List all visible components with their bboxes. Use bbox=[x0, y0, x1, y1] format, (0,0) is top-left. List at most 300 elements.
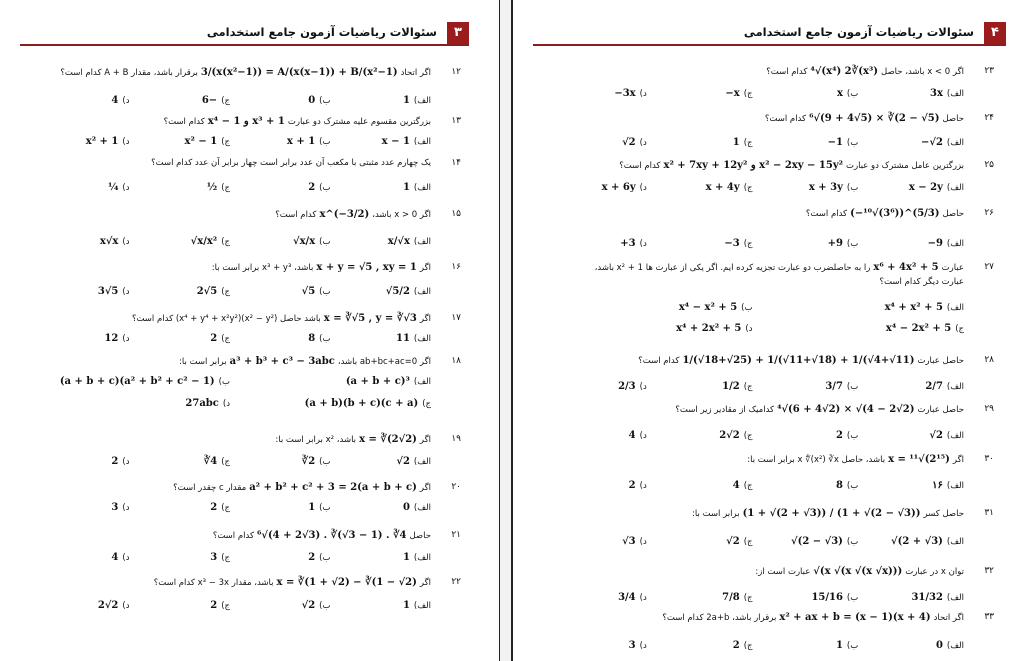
stem-text: اگر 0 > x باشد، حاصل bbox=[881, 67, 964, 77]
answer-option[interactable] bbox=[111, 552, 129, 563]
page-number-badge: ۳ bbox=[447, 22, 469, 44]
answer-option[interactable] bbox=[100, 236, 130, 247]
option-value: √2 bbox=[622, 137, 636, 148]
answer-option[interactable] bbox=[909, 182, 964, 193]
math-expression: 1/(√18+√25) + 1/(√11+√18) + 1/(√4+√11) bbox=[682, 355, 915, 366]
option-value: x√x bbox=[99, 236, 119, 247]
answer-option[interactable] bbox=[618, 381, 647, 392]
option-label: ج) bbox=[743, 481, 753, 491]
answer-option[interactable] bbox=[602, 182, 647, 193]
option-value: 2 bbox=[308, 552, 316, 563]
option-label: ب) bbox=[846, 239, 859, 249]
option-value: x⁴ − 2x² + 5 bbox=[885, 323, 952, 334]
option-label: ج) bbox=[743, 239, 753, 249]
question-number: ۲۲ bbox=[451, 577, 461, 587]
option-value: 2 bbox=[628, 480, 636, 491]
page-header bbox=[533, 22, 1006, 46]
option-value: √3 bbox=[622, 536, 636, 547]
stem-text: اگر ab+bc+ac=0 باشد، bbox=[337, 357, 431, 367]
option-label: د) bbox=[639, 138, 647, 148]
answer-option[interactable] bbox=[293, 236, 330, 247]
option-label: الف) bbox=[413, 553, 431, 563]
answer-option[interactable] bbox=[679, 302, 753, 313]
page-number-badge: ۴ bbox=[984, 22, 1006, 44]
option-label: د) bbox=[639, 89, 647, 99]
answer-option[interactable] bbox=[382, 136, 431, 147]
option-label: الف) bbox=[413, 601, 431, 611]
option-label: د) bbox=[122, 137, 130, 147]
option-label: د) bbox=[639, 183, 647, 193]
option-value: x² + 1 bbox=[85, 136, 119, 147]
question-number: ۱۳ bbox=[451, 116, 461, 126]
option-label: ب) bbox=[319, 183, 331, 193]
option-value: 3x bbox=[930, 88, 943, 99]
option-value: −√2 bbox=[921, 137, 943, 148]
math-expression: ⁶√(4 + 2√3) . ∛(√3 − 1) . ∛4 bbox=[257, 530, 407, 541]
answer-option[interactable] bbox=[204, 456, 230, 467]
math-expression: a³ + b³ + c³ − 3abc bbox=[229, 356, 335, 367]
stem-text: حاصل bbox=[409, 531, 431, 541]
math-expression: x⁴ − 1 و x³ + 1 bbox=[207, 116, 285, 127]
option-value: 0 bbox=[402, 502, 410, 513]
answer-option[interactable] bbox=[911, 592, 964, 603]
answer-option[interactable] bbox=[836, 430, 858, 441]
option-label: د) bbox=[122, 334, 130, 344]
option-value: (a + b + c)(a² + b² + c² − 1) bbox=[59, 376, 215, 387]
option-label: الف) bbox=[413, 377, 431, 387]
option-label: الف) bbox=[413, 334, 431, 344]
math-expression: x = ∛(1 + √2) − ∛(1 − √2) bbox=[276, 577, 417, 588]
answer-option[interactable] bbox=[622, 137, 647, 148]
option-value: 2 bbox=[835, 430, 843, 441]
option-label: الف) bbox=[946, 183, 964, 193]
option-value: +3 bbox=[620, 238, 636, 249]
option-value: ∛4 bbox=[203, 456, 218, 467]
option-label: ج) bbox=[221, 457, 230, 467]
stem-text: کدام است؟ bbox=[275, 210, 317, 220]
stem-text: را به حاصلضرب دو عبارت تجزیه کرده ایم. اگر یکی از عبارت ها x² + 1 باشد، bbox=[594, 263, 871, 273]
option-value: 27abc bbox=[185, 398, 219, 409]
option-value: 4 bbox=[111, 552, 119, 563]
answer-option[interactable] bbox=[629, 430, 647, 441]
option-value: 2 bbox=[210, 502, 218, 513]
question-stem bbox=[179, 356, 431, 367]
stem-text: یک چهارم عدد مثبتی با مکعب آن عدد برابر است چهار برابر آن عدد کدام است؟ bbox=[151, 158, 431, 168]
answer-option[interactable] bbox=[210, 552, 230, 563]
option-value: √5/2 bbox=[385, 286, 410, 297]
option-label: ب) bbox=[846, 89, 859, 99]
option-label: ب) bbox=[319, 96, 331, 106]
option-label: الف) bbox=[413, 237, 431, 247]
option-value: ½ bbox=[206, 182, 218, 193]
answer-option[interactable] bbox=[210, 333, 230, 344]
answer-option[interactable] bbox=[725, 88, 752, 99]
option-value: 1 bbox=[308, 502, 316, 513]
answer-option[interactable] bbox=[629, 640, 647, 651]
answer-option[interactable] bbox=[403, 502, 431, 513]
stem-text: بزرگترین مقسوم علیه مشترک دو عبارت bbox=[287, 117, 431, 127]
math-expression: x = ∛(2√2) bbox=[359, 434, 417, 445]
option-label: ج) bbox=[221, 503, 230, 513]
stem-text: حاصل bbox=[942, 114, 964, 124]
math-expression: ⁴√(x⁴) 2∛(x³) bbox=[810, 66, 879, 77]
option-label: الف) bbox=[413, 287, 431, 297]
math-expression: x⁶ + 4x² + 5 bbox=[873, 262, 939, 273]
answer-option[interactable] bbox=[724, 238, 752, 249]
answer-option[interactable] bbox=[929, 430, 964, 441]
option-label: الف) bbox=[946, 138, 964, 148]
stem-text: بزرگترین عامل مشترک دو عبارت bbox=[846, 161, 964, 171]
stem-text: برابر است با: bbox=[692, 509, 740, 519]
option-value: √(2 − √3) bbox=[791, 536, 843, 547]
option-label: ج) bbox=[221, 334, 230, 344]
option-value: x + 1 bbox=[286, 136, 316, 147]
option-value: 3/7 bbox=[825, 381, 843, 392]
option-value: 8 bbox=[308, 333, 316, 344]
answer-option[interactable] bbox=[302, 286, 331, 297]
answer-option[interactable] bbox=[388, 236, 431, 247]
option-label: الف) bbox=[413, 183, 431, 193]
question-stem bbox=[675, 404, 964, 415]
answer-option[interactable] bbox=[921, 137, 964, 148]
page-gutter bbox=[500, 0, 511, 661]
option-label: ج) bbox=[743, 641, 753, 651]
question-stem bbox=[275, 434, 431, 445]
option-value: −x bbox=[725, 88, 740, 99]
option-value: x + 6y bbox=[601, 182, 636, 193]
answer-option[interactable] bbox=[706, 182, 753, 193]
option-value: √2 bbox=[396, 456, 410, 467]
stem-text: کدام است؟ bbox=[163, 117, 205, 127]
option-label: ج) bbox=[221, 601, 230, 611]
answer-option[interactable] bbox=[287, 136, 331, 147]
math-expression: x = ∛√5 , y = ∛√3 bbox=[323, 313, 417, 324]
answer-option[interactable] bbox=[726, 536, 752, 547]
option-value: 1 bbox=[835, 640, 843, 651]
math-expression: x = ¹¹√(2¹⁵) bbox=[888, 454, 950, 465]
option-label: الف) bbox=[413, 457, 431, 467]
answer-option[interactable] bbox=[185, 136, 230, 147]
option-label: د) bbox=[122, 457, 130, 467]
option-label: ب) bbox=[846, 382, 859, 392]
option-label: ج) bbox=[743, 431, 753, 441]
answer-option[interactable] bbox=[886, 323, 964, 334]
question-stem bbox=[154, 577, 431, 588]
option-value: √5 bbox=[301, 286, 316, 297]
option-label: ب) bbox=[319, 457, 331, 467]
stem-text: عبارت دیگر کدام است؟ bbox=[879, 277, 964, 287]
option-value: 0 bbox=[935, 640, 943, 651]
question-number: ۳۰ bbox=[984, 454, 994, 464]
answer-option[interactable] bbox=[308, 333, 330, 344]
option-label: ج) bbox=[221, 287, 230, 297]
option-label: ب) bbox=[319, 137, 331, 147]
stem-text: باشد، x³ + y³ برابر است با: bbox=[211, 263, 314, 273]
question-number: ۳۳ bbox=[984, 612, 994, 622]
option-label: د) bbox=[122, 183, 130, 193]
option-label: ج) bbox=[221, 137, 230, 147]
option-value: 1 bbox=[402, 95, 410, 106]
option-value: 2 bbox=[732, 640, 740, 651]
option-value: 0 bbox=[308, 95, 316, 106]
option-label: د) bbox=[122, 553, 130, 563]
question-stem bbox=[164, 116, 431, 127]
question-stem bbox=[173, 482, 431, 493]
math-expression: ⁶√(9 + 4√5) × ∛(2 − √5) bbox=[809, 113, 940, 124]
option-value: x + 4y bbox=[705, 182, 740, 193]
option-label: الف) bbox=[413, 96, 431, 106]
answer-option[interactable] bbox=[98, 600, 130, 611]
option-label: ب) bbox=[319, 334, 331, 344]
answer-option[interactable] bbox=[891, 536, 964, 547]
answer-option[interactable] bbox=[676, 323, 752, 334]
answer-option[interactable] bbox=[346, 376, 431, 387]
option-value: 1 bbox=[402, 182, 410, 193]
question-number: ۲۱ bbox=[451, 530, 461, 540]
stem-text: حاصل عبارت bbox=[917, 356, 964, 366]
answer-option[interactable] bbox=[825, 381, 858, 392]
answer-option[interactable] bbox=[403, 600, 431, 611]
option-value: (a + b + c)³ bbox=[345, 376, 410, 387]
question-stem bbox=[619, 160, 964, 171]
stem-text: باشد، مقدار x³ − 3x کدام است؟ bbox=[153, 578, 274, 588]
question-number: ۱۷ bbox=[451, 313, 461, 323]
answer-option[interactable] bbox=[308, 502, 330, 513]
math-expression: a² + b² + c² + 3 = 2(a + b + c) bbox=[249, 482, 417, 493]
option-value: 1/2 bbox=[722, 381, 740, 392]
option-label: الف) bbox=[946, 537, 964, 547]
answer-option[interactable] bbox=[629, 480, 647, 491]
answer-option[interactable] bbox=[618, 592, 647, 603]
page-title: سئوالات ریاضیات آزمون جامع استخدامی bbox=[206, 25, 437, 39]
answer-option[interactable] bbox=[614, 88, 646, 99]
answer-option[interactable] bbox=[302, 600, 331, 611]
option-label: ب) bbox=[846, 537, 859, 547]
option-value: ∛2 bbox=[301, 456, 316, 467]
answer-option[interactable] bbox=[308, 95, 330, 106]
answer-option[interactable] bbox=[60, 376, 230, 387]
stem-text: کدام است؟ bbox=[638, 356, 680, 366]
option-value: x/√x bbox=[387, 236, 410, 247]
option-value: 2√2 bbox=[97, 600, 119, 611]
page-title: سئوالات ریاضیات آزمون جامع استخدامی bbox=[743, 25, 974, 39]
option-value: −3x bbox=[614, 88, 636, 99]
option-value: x bbox=[836, 88, 843, 99]
answer-option[interactable] bbox=[185, 398, 230, 409]
question-number: ۲۹ bbox=[984, 404, 994, 414]
question-number: ۱۶ bbox=[451, 262, 461, 272]
math-expression: (1 + √(2 + √3)) / (1 + √(2 − √3)) bbox=[742, 508, 921, 519]
question-stem bbox=[747, 454, 964, 465]
math-expression: √(x √(x √(x √x))) bbox=[813, 566, 903, 577]
answer-option[interactable] bbox=[396, 333, 431, 344]
answer-option[interactable] bbox=[210, 600, 230, 611]
stem-text: توان x در عبارت bbox=[905, 567, 964, 577]
option-label: ج) bbox=[743, 183, 753, 193]
answer-option[interactable] bbox=[197, 286, 230, 297]
option-value: 7/8 bbox=[722, 592, 740, 603]
option-value: 2√2 bbox=[719, 430, 740, 441]
option-label: الف) bbox=[946, 481, 964, 491]
option-label: د) bbox=[122, 96, 130, 106]
answer-option[interactable] bbox=[302, 456, 331, 467]
option-value: 2 bbox=[308, 182, 316, 193]
option-value: 15/16 bbox=[811, 592, 843, 603]
option-label: د) bbox=[122, 503, 130, 513]
answer-option[interactable] bbox=[98, 286, 130, 297]
option-label: ج) bbox=[743, 593, 753, 603]
stem-text: حاصل bbox=[942, 209, 964, 219]
option-label: ج) bbox=[743, 89, 753, 99]
option-value: +9 bbox=[827, 238, 843, 249]
answer-option[interactable] bbox=[386, 286, 431, 297]
option-value: x⁴ − x² + 5 bbox=[678, 302, 738, 313]
option-value: 6− bbox=[201, 95, 218, 106]
option-value: 31/32 bbox=[911, 592, 943, 603]
answer-option[interactable] bbox=[809, 182, 858, 193]
stem-text: کدام است؟ bbox=[805, 209, 848, 219]
answer-option[interactable] bbox=[885, 302, 964, 313]
option-label: ب) bbox=[319, 503, 331, 513]
answer-option[interactable] bbox=[403, 95, 431, 106]
answer-option[interactable] bbox=[836, 640, 858, 651]
option-value: 2 bbox=[210, 600, 218, 611]
answer-option[interactable] bbox=[925, 381, 964, 392]
answer-option[interactable] bbox=[719, 430, 752, 441]
option-label: ب) bbox=[319, 287, 331, 297]
answer-option[interactable] bbox=[620, 238, 646, 249]
answer-option[interactable] bbox=[828, 137, 859, 148]
answer-option[interactable] bbox=[111, 95, 129, 106]
answer-option[interactable] bbox=[308, 552, 330, 563]
question-number: ۱۵ bbox=[451, 209, 461, 219]
stem-text: کدام است؟ bbox=[766, 67, 808, 77]
answer-option[interactable] bbox=[791, 536, 858, 547]
answer-option[interactable] bbox=[733, 480, 753, 491]
stem-text: باشد، حاصل x ∜(x²) ∛x برابر است با: bbox=[747, 455, 886, 465]
answer-option[interactable] bbox=[108, 182, 130, 193]
option-value: −3 bbox=[724, 238, 740, 249]
answer-option[interactable] bbox=[111, 456, 129, 467]
stem-text: اگر bbox=[419, 263, 431, 273]
option-label: د) bbox=[639, 239, 647, 249]
answer-option[interactable] bbox=[403, 552, 431, 563]
option-value: 3 bbox=[628, 640, 636, 651]
answer-option[interactable] bbox=[828, 238, 859, 249]
answer-option[interactable] bbox=[928, 238, 964, 249]
option-value: 2/7 bbox=[925, 381, 943, 392]
option-value: 3 bbox=[111, 502, 119, 513]
answer-option[interactable] bbox=[207, 182, 230, 193]
option-label: الف) bbox=[946, 382, 964, 392]
option-label: ب) bbox=[218, 377, 230, 387]
stem-text: اگر bbox=[419, 435, 431, 445]
answer-option[interactable] bbox=[722, 592, 752, 603]
stem-text: مقدار c چقدر است؟ bbox=[173, 483, 247, 493]
option-value: 4 bbox=[732, 480, 740, 491]
option-value: √2 bbox=[929, 430, 943, 441]
answer-option[interactable] bbox=[930, 88, 964, 99]
option-label: ب) bbox=[846, 641, 859, 651]
answer-option[interactable] bbox=[403, 182, 431, 193]
stem-text: اگر bbox=[419, 483, 431, 493]
stem-text: برقرار باشد، مقدار A + B کدام است؟ bbox=[60, 68, 198, 78]
option-value: x + 3y bbox=[808, 182, 843, 193]
stem-text: اگر bbox=[952, 455, 964, 465]
answer-option[interactable] bbox=[210, 502, 230, 513]
answer-option[interactable] bbox=[86, 136, 130, 147]
answer-option[interactable] bbox=[936, 640, 964, 651]
question-stem bbox=[151, 158, 431, 168]
stem-text: حاصل کسر bbox=[923, 509, 964, 519]
stem-text: برقرار باشد، 2a+b کدام است؟ bbox=[662, 613, 777, 623]
question-number: ۳۲ bbox=[984, 566, 994, 576]
option-label: د) bbox=[122, 601, 130, 611]
stem-text: اگر اتحاد bbox=[933, 613, 964, 623]
option-value: 2 bbox=[111, 456, 119, 467]
answer-option[interactable] bbox=[836, 480, 858, 491]
option-value: 3 bbox=[210, 552, 218, 563]
page-header bbox=[20, 22, 469, 46]
option-label: الف) bbox=[946, 303, 964, 313]
answer-option[interactable] bbox=[932, 480, 964, 491]
answer-option[interactable] bbox=[733, 137, 753, 148]
option-value: √(2 + √3) bbox=[891, 536, 943, 547]
question-stem bbox=[275, 209, 431, 220]
question-number: ۲۳ bbox=[984, 66, 994, 76]
option-label: ج) bbox=[422, 399, 431, 409]
answer-option[interactable] bbox=[722, 381, 752, 392]
answer-option[interactable] bbox=[837, 88, 858, 99]
stem-text: عبارت است از: bbox=[755, 567, 811, 577]
question-stem bbox=[213, 530, 431, 541]
option-label: ب) bbox=[846, 431, 859, 441]
question-stem bbox=[595, 262, 964, 273]
option-value: 8 bbox=[835, 480, 843, 491]
question-stem bbox=[662, 612, 964, 623]
option-label: ب) bbox=[741, 303, 753, 313]
option-value: 1 bbox=[402, 600, 410, 611]
answer-option[interactable] bbox=[305, 398, 431, 409]
option-value: 4 bbox=[111, 95, 119, 106]
question-stem bbox=[692, 508, 964, 519]
answer-option[interactable] bbox=[308, 182, 330, 193]
option-label: ج) bbox=[743, 382, 753, 392]
answer-option[interactable] bbox=[111, 502, 129, 513]
option-label: د) bbox=[639, 593, 647, 603]
option-label: د) bbox=[122, 287, 130, 297]
answer-option[interactable] bbox=[104, 333, 129, 344]
question-number: ۱۲ bbox=[451, 67, 461, 77]
stem-text: عبارت bbox=[941, 263, 964, 273]
option-value: 3√5 bbox=[97, 286, 119, 297]
option-value: √x/x² bbox=[190, 236, 218, 247]
option-value: 11 bbox=[396, 333, 410, 344]
option-value: −9 bbox=[927, 238, 943, 249]
question-number: ۱۹ bbox=[451, 434, 461, 444]
math-expression: ⁴√(6 + 4√2) × √(4 − 2√2) bbox=[777, 404, 915, 415]
answer-option[interactable] bbox=[396, 456, 431, 467]
question-number: ۲۴ bbox=[984, 113, 994, 123]
answer-option[interactable] bbox=[811, 592, 858, 603]
answer-option[interactable] bbox=[733, 640, 753, 651]
answer-option[interactable] bbox=[191, 236, 230, 247]
option-value: 1 bbox=[732, 137, 740, 148]
option-label: الف) bbox=[946, 431, 964, 441]
answer-option[interactable] bbox=[202, 95, 230, 106]
answer-option[interactable] bbox=[622, 536, 647, 547]
question-number: ۳۱ bbox=[984, 508, 994, 518]
